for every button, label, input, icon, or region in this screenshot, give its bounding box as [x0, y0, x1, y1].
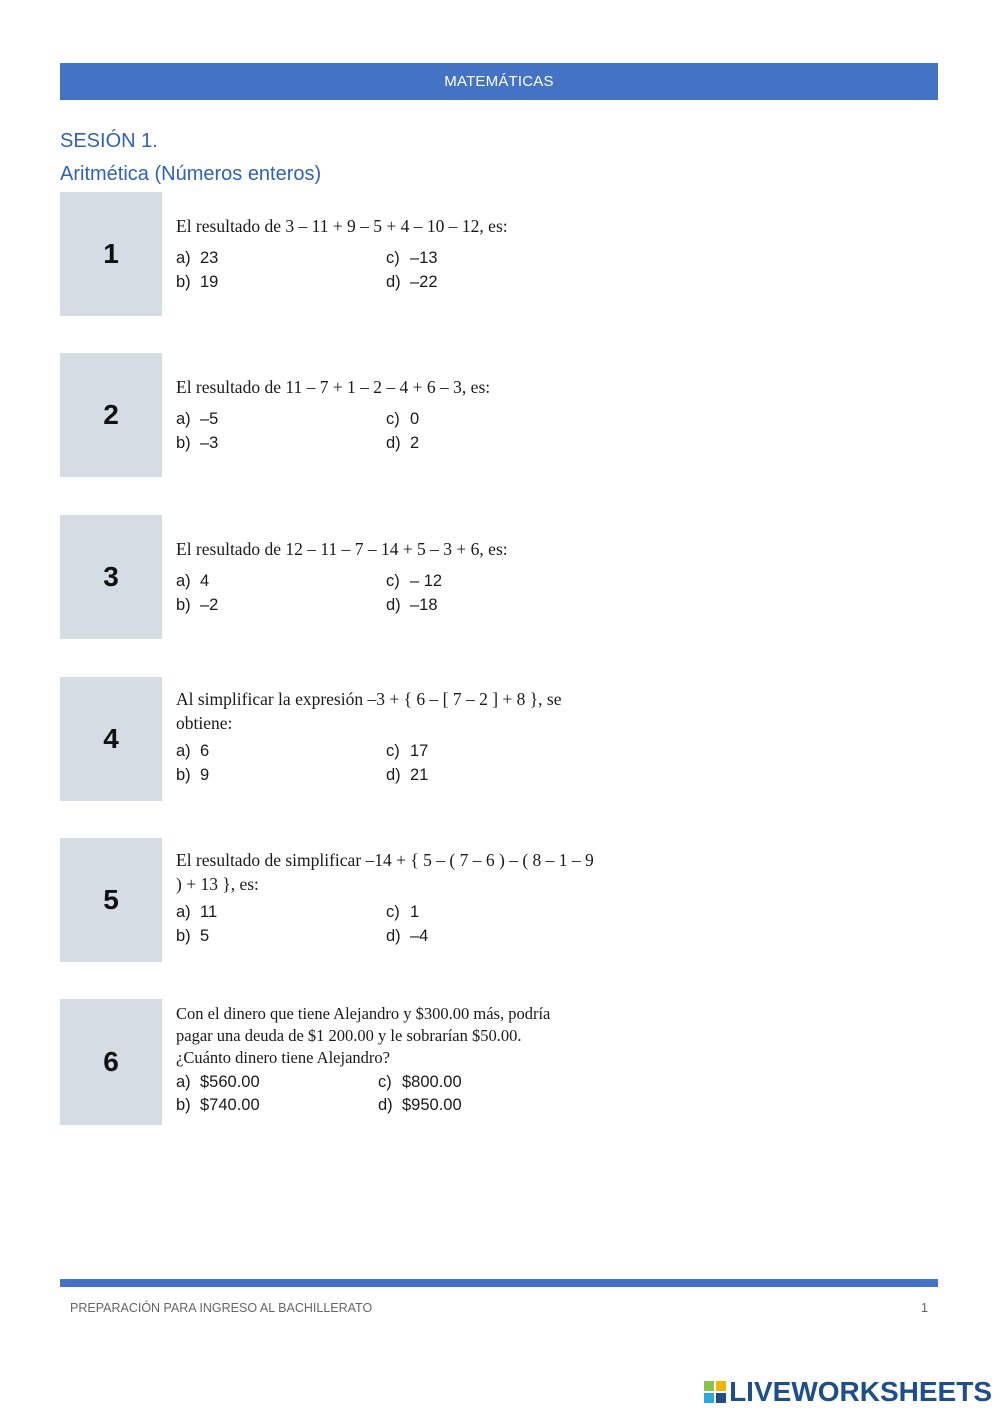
session-subtitle: Aritmética (Números enteros) — [60, 163, 322, 185]
options — [176, 900, 596, 948]
footer-text: PREPARACIÓN PARA INGRESO AL BACHILLERATO — [70, 1301, 373, 1315]
question-body — [176, 515, 596, 617]
option-a[interactable]: a) –5 — [176, 410, 219, 428]
brand-name: LIVEWORKSHEETS — [729, 1376, 992, 1407]
question-stem: El resultado de 11 – 7 + 1 – 2 – 4 + 6 – 3, es: — [176, 377, 491, 397]
question-number: 6 — [60, 999, 162, 1125]
option-c[interactable]: c) 0 — [386, 410, 420, 428]
question-stem: Con el dinero que tiene Alejandro y $300.00 más, podría pagar una deuda de $1 200.00 y le sobrarían $50.00. ¿Cuánto dinero tiene Alejandro? — [176, 1004, 551, 1067]
option-d[interactable]: d) –4 — [386, 927, 429, 945]
option-c[interactable]: c) $800.00 — [378, 1073, 462, 1091]
question-body — [176, 192, 596, 294]
question-stem: El resultado de 12 – 11 – 7 – 14 + 5 – 3 + 6, es: — [176, 539, 508, 559]
option-c[interactable]: c) 1 — [386, 903, 420, 921]
option-d[interactable]: d) –22 — [386, 273, 438, 291]
question-number: 4 — [60, 677, 162, 801]
option-a[interactable]: a) 11 — [176, 903, 218, 921]
option-b[interactable]: b) $740.00 — [176, 1096, 260, 1114]
option-d[interactable]: d) 21 — [386, 766, 429, 784]
option-a[interactable]: a) $560.00 — [176, 1073, 260, 1091]
option-b[interactable]: b) –3 — [176, 434, 219, 452]
question-number: 5 — [60, 838, 162, 962]
question-stem: Al simplificar la expresión –3 + { 6 – [ 7 – 2 ] + 8 }, se obtiene: — [176, 689, 562, 733]
question-2 — [60, 353, 600, 477]
question-number: 1 — [60, 192, 162, 316]
question-body — [176, 677, 596, 787]
option-b[interactable]: b) 9 — [176, 766, 210, 784]
question-4 — [60, 677, 600, 801]
page-number: 1 — [921, 1301, 928, 1315]
option-d[interactable]: d) $950.00 — [378, 1096, 462, 1114]
question-6 — [60, 999, 600, 1125]
liveworksheets-icon — [704, 1381, 726, 1403]
options — [176, 569, 596, 617]
option-a[interactable]: a) 4 — [176, 572, 210, 590]
footer-bar — [60, 1279, 938, 1287]
question-3 — [60, 515, 600, 639]
header-bar — [60, 63, 938, 100]
option-b[interactable]: b) –2 — [176, 596, 219, 614]
header-title: MATEMÁTICAS — [444, 73, 554, 90]
brand-logo[interactable] — [704, 1376, 992, 1408]
question-body — [176, 999, 596, 1117]
option-b[interactable]: b) 19 — [176, 273, 219, 291]
option-c[interactable]: c) –13 — [386, 249, 438, 267]
question-5 — [60, 838, 600, 962]
option-c[interactable]: c) – 12 — [386, 572, 443, 590]
option-d[interactable]: d) 2 — [386, 434, 420, 452]
option-a[interactable]: a) 6 — [176, 742, 210, 760]
option-d[interactable]: d) –18 — [386, 596, 438, 614]
options — [176, 1071, 596, 1117]
question-body — [176, 353, 596, 455]
options — [176, 407, 596, 455]
question-body — [176, 838, 596, 948]
option-a[interactable]: a) 23 — [176, 249, 219, 267]
question-stem: El resultado de 3 – 11 + 9 – 5 + 4 – 10 – 12, es: — [176, 216, 508, 236]
question-number: 2 — [60, 353, 162, 477]
question-number: 3 — [60, 515, 162, 639]
options — [176, 246, 596, 294]
question-1 — [60, 192, 600, 316]
options — [176, 739, 596, 787]
option-c[interactable]: c) 17 — [386, 742, 429, 760]
question-stem: El resultado de simplificar –14 + { 5 – ( 7 – 6 ) – ( 8 – 1 – 9 ) + 13 }, es: — [176, 850, 594, 894]
session-title: SESIÓN 1. — [60, 130, 158, 152]
option-b[interactable]: b) 5 — [176, 927, 210, 945]
